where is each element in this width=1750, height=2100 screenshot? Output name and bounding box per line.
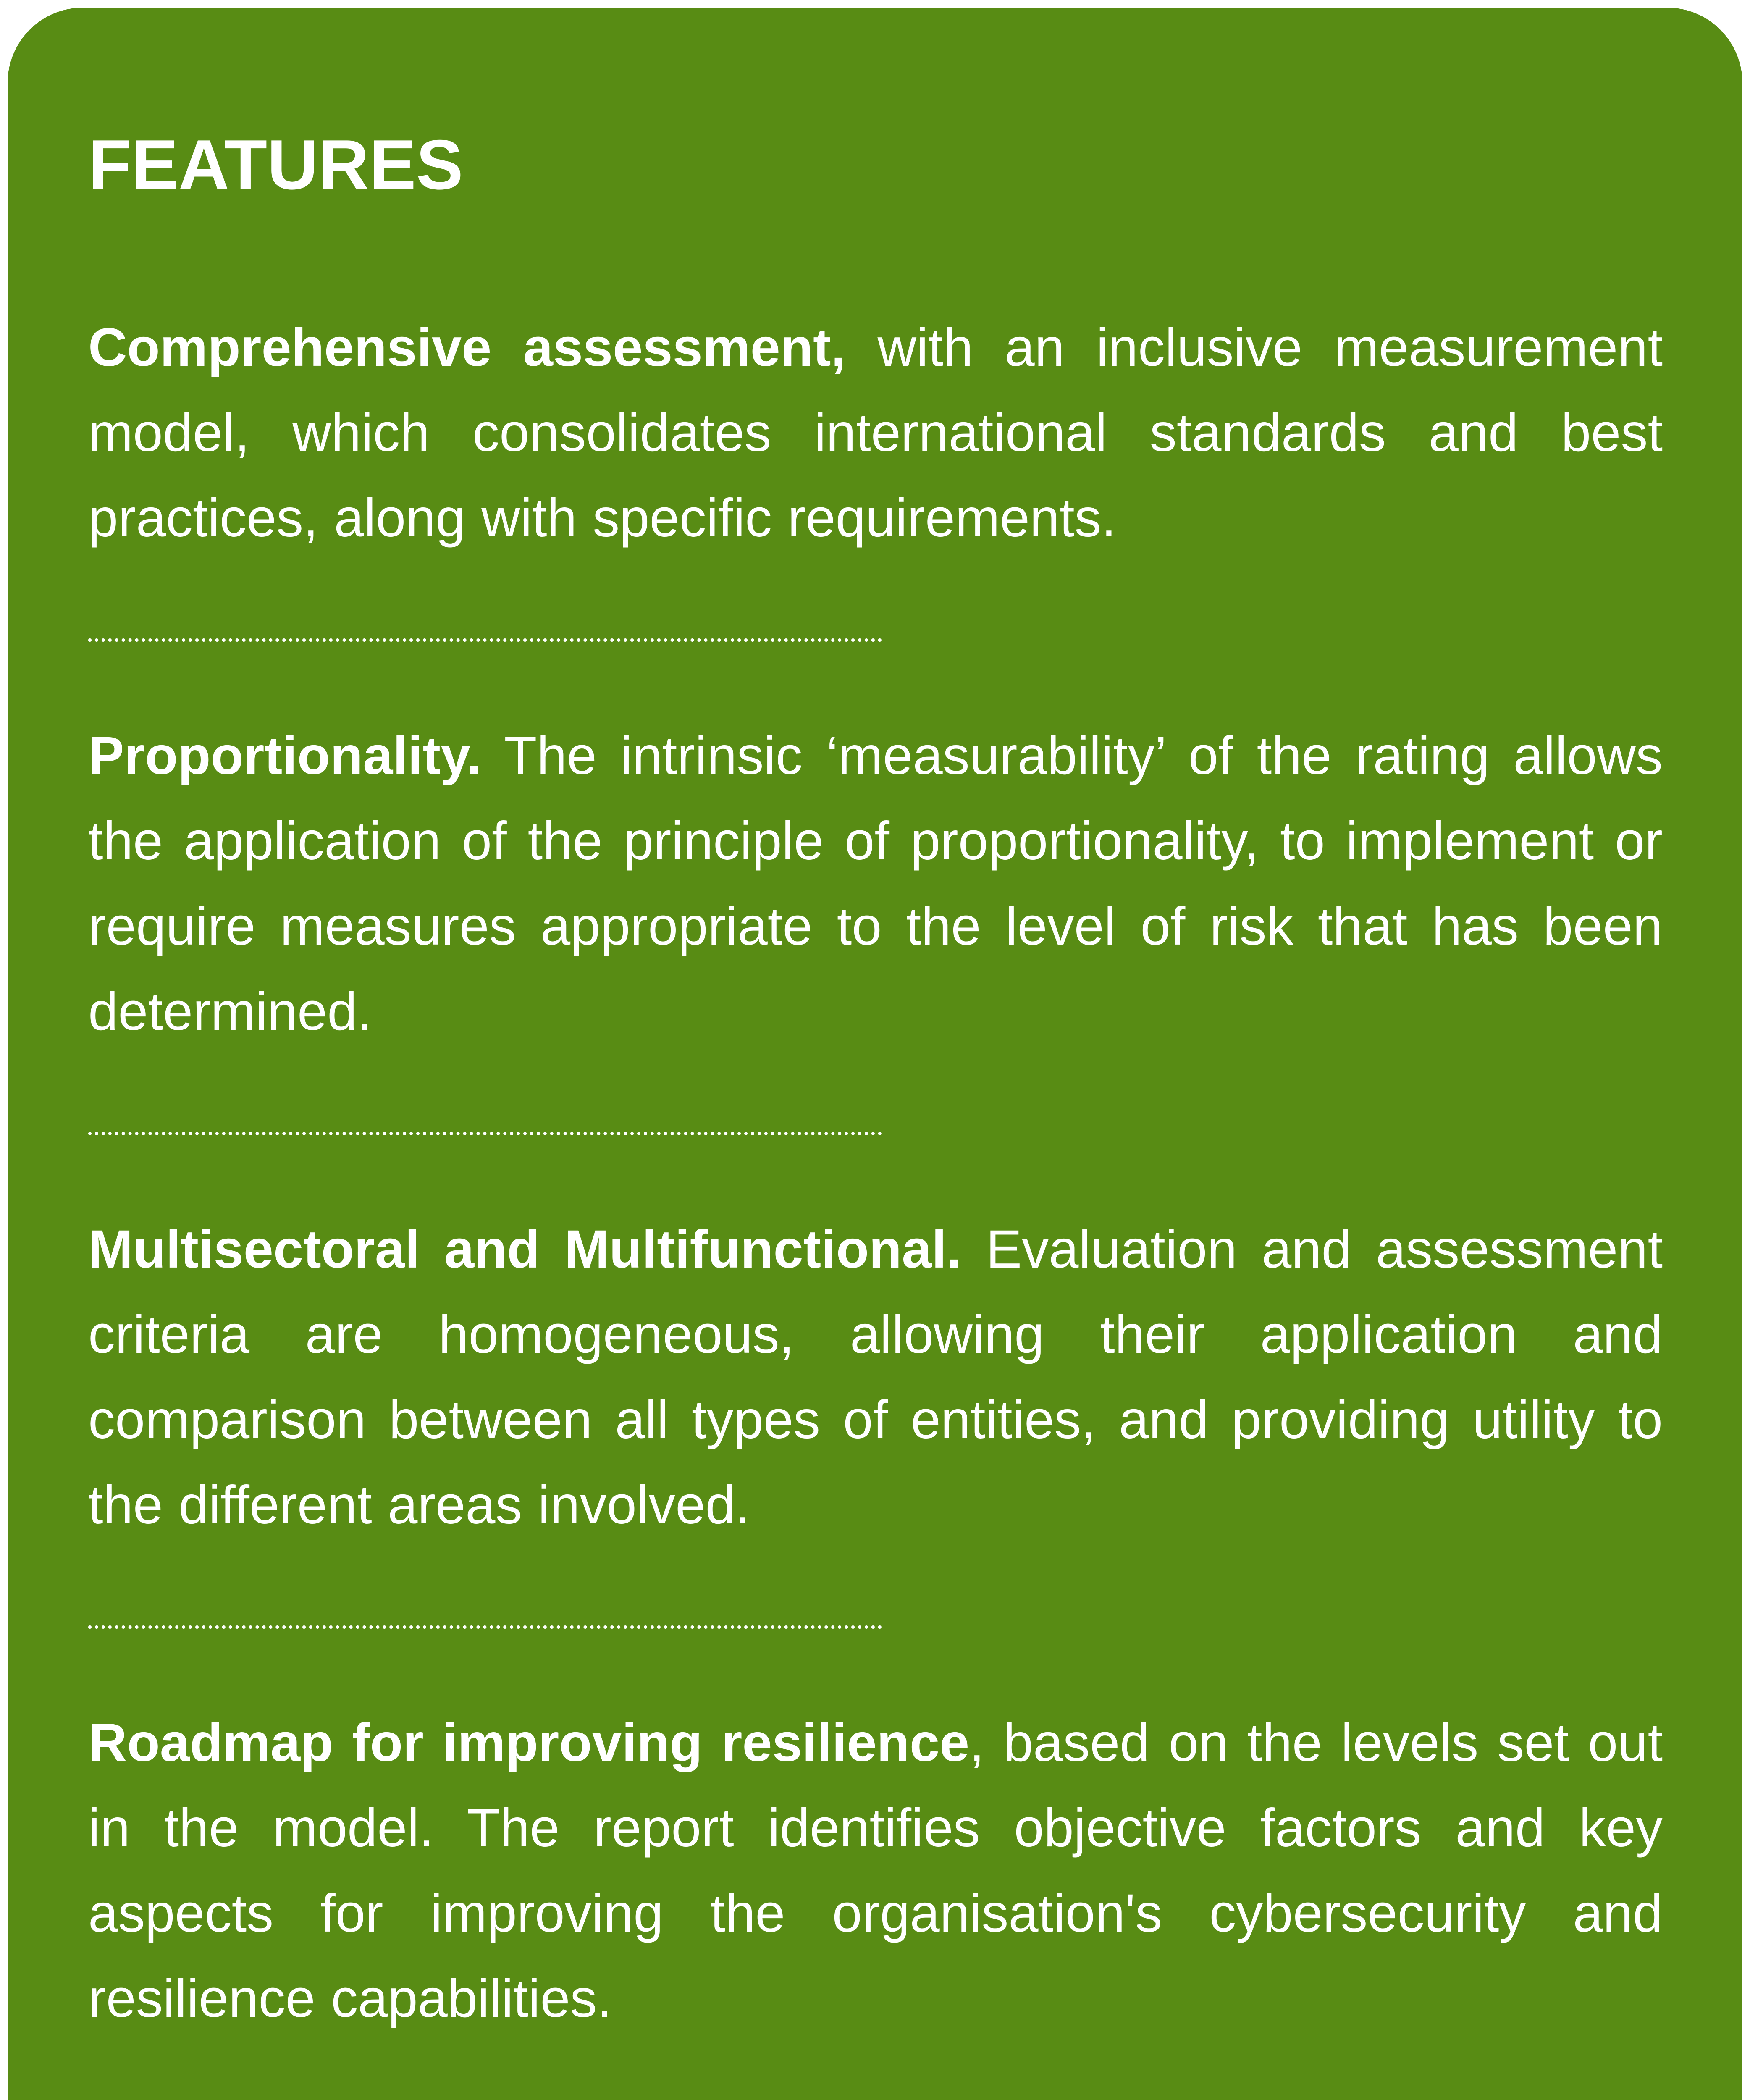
features-card — [8, 8, 1742, 2100]
feature-lead: Multisectoral and Multifunctional. — [88, 1219, 962, 1279]
feature-text: Evaluation and assessment criteria are homogeneous, allowing their application and comparison between all types of entities, and providing utility to the different areas involved. — [88, 1219, 1663, 1535]
feature-text: with an inclusive measurement model, which consolidates international standards and best practices, along with specific requirements. — [88, 318, 1663, 548]
features-title: FEATURES — [88, 125, 463, 204]
feature-lead: Roadmap for improving resilience — [88, 1713, 970, 1773]
feature-multisectoral — [88, 1207, 1663, 1548]
dotted-divider — [88, 1132, 882, 1135]
feature-proportionality — [88, 713, 1663, 1054]
feature-text: The intrinsic ‘measurability’ of the rating allows the application of the principle of proportionality, to implement or require measures appropriate to the level of risk that has been determined. — [88, 726, 1663, 1042]
feature-lead: Proportionality. — [88, 726, 482, 786]
feature-comprehensive-assessment — [88, 305, 1663, 561]
feature-text: , based on the levels set out in the model. The report identifies objective factors and key aspects for improving the organisation's cybersecurity and resilience capabilities. — [88, 1713, 1663, 2029]
dotted-divider — [88, 638, 882, 642]
feature-lead: Comprehensive assessment, — [88, 318, 846, 378]
feature-roadmap — [88, 1700, 1663, 2041]
dotted-divider — [88, 1625, 882, 1629]
